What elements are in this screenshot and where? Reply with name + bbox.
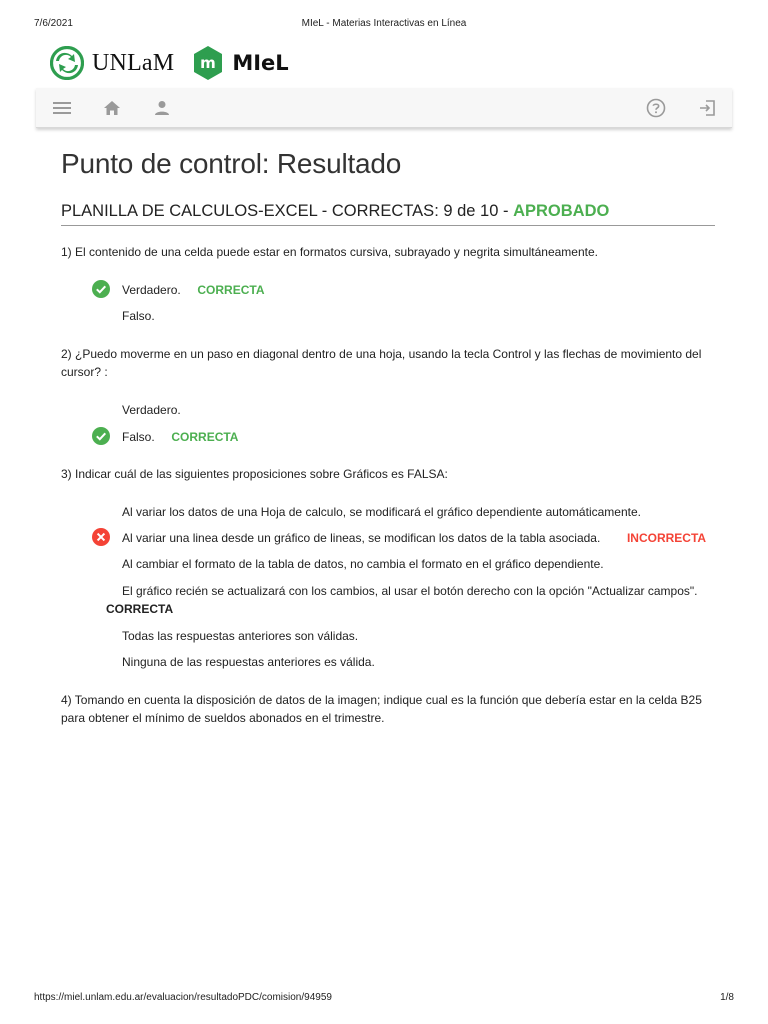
option-text: El gráfico recién se actualizará con los cambios, al usar el botón derecho con la opción "Actualizar campos".: [122, 584, 698, 598]
feedback-correcta: CORRECTA: [106, 602, 174, 616]
miel-badge-letter: m: [200, 54, 217, 72]
feedback-correcta: CORRECTA: [197, 283, 265, 297]
feedback-incorrecta: INCORRECTA: [626, 531, 707, 545]
feedback-correcta: CORRECTA: [171, 430, 239, 444]
question-1-text: 1) El contenido de una celda puede estar en formatos cursiva, subrayado y negrita simultáneamente.: [61, 245, 598, 259]
menu-icon[interactable]: [51, 97, 73, 119]
option-text: Falso.: [122, 430, 155, 444]
unlam-wordmark: UNLaM: [92, 49, 175, 76]
option-text: Verdadero.: [122, 403, 181, 417]
home-icon[interactable]: [101, 97, 123, 119]
question-2-text: 2) ¿Puedo moverme en un paso en diagonal dentro de una hoja, usando la tecla Control y las flechas de movimiento del cursor? :: [61, 347, 702, 379]
top-navbar: [36, 88, 732, 128]
print-page-number: 1/8: [720, 992, 734, 1003]
result-summary: [61, 202, 715, 226]
print-url[interactable]: https://miel.unlam.edu.ar/evaluacion/resultadoPDC/comision/94959: [34, 992, 332, 1003]
option-text: Al variar los datos de una Hoja de calculo, se modificará el gráfico dependiente automáticamente.: [122, 505, 641, 519]
question-3-text: 3) Indicar cuál de las siguientes proposiciones sobre Gráficos es FALSA:: [61, 467, 448, 481]
print-header: [0, 18, 768, 32]
option-text: Ninguna de las respuestas anteriores es válida.: [122, 655, 375, 669]
check-icon: [92, 427, 110, 445]
option-text: Verdadero.: [122, 283, 181, 297]
option-text: Falso.: [122, 309, 155, 323]
help-icon[interactable]: [645, 97, 667, 119]
logout-icon[interactable]: [696, 97, 718, 119]
check-icon: [92, 280, 110, 298]
brand-header: [50, 44, 289, 82]
question-4-text: 4) Tomando en cuenta la disposición de datos de la imagen; indique cual es la función que debería estar en la celda B25 para obtener el mínimo de sueldos abonados en el trimestre.: [61, 693, 702, 725]
unlam-logo-icon[interactable]: [50, 46, 84, 80]
page-title: Punto de control: Resultado: [61, 148, 402, 179]
print-date: 7/6/2021: [34, 18, 73, 29]
main-content: [61, 140, 715, 226]
cross-icon: [92, 528, 110, 546]
user-icon[interactable]: [151, 97, 173, 119]
miel-logo-icon[interactable]: [192, 45, 224, 81]
option-text: Al cambiar el formato de la tabla de datos, no cambia el formato en el gráfico dependiente.: [122, 557, 604, 571]
print-page-title: MIeL - Materias Interactivas en Línea: [301, 18, 467, 29]
miel-wordmark: MIeL: [232, 51, 289, 75]
option-text: Al variar una linea desde un gráfico de lineas, se modifican los datos de la tabla asociada.: [122, 531, 601, 545]
status-badge: APROBADO: [513, 202, 610, 220]
summary-text: PLANILLA DE CALCULOS-EXCEL - CORRECTAS: 9 de 10 -: [61, 202, 509, 220]
option-text: Todas las respuestas anteriores son válidas.: [122, 629, 359, 643]
